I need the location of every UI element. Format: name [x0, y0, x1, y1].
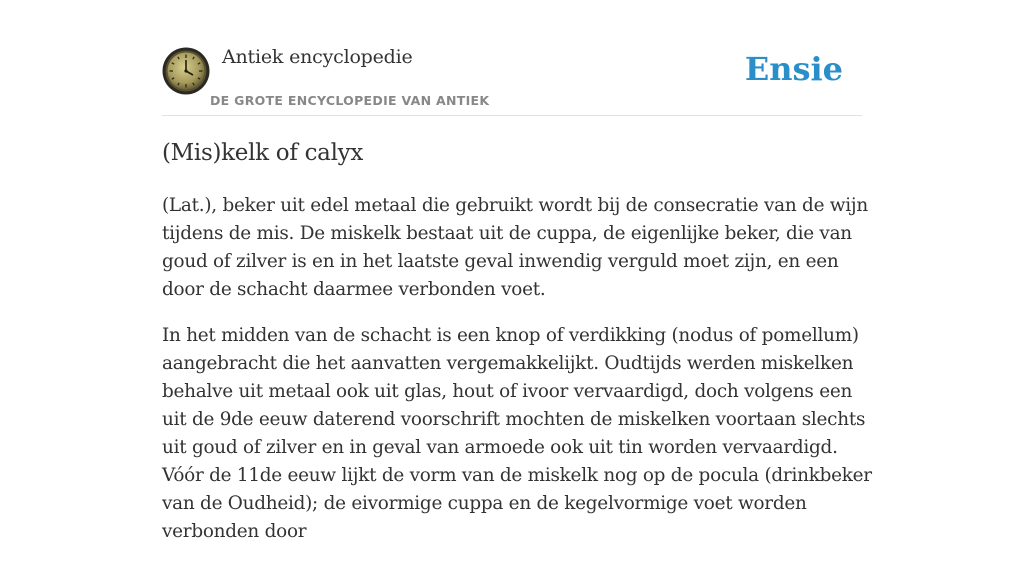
clock-logo-icon[interactable]: [162, 47, 210, 95]
site-name[interactable]: Antiek encyclopedie: [222, 46, 413, 68]
header-divider: [162, 115, 862, 116]
site-tagline: DE GROTE ENCYCLOPEDIE VAN ANTIEK: [210, 93, 490, 108]
article-paragraph: (Lat.), beker uit edel metaal die gebruikt wordt bij de consecratie van de wijn tijdens de mis. De miskelk bestaat uit de cuppa, de eigenlijke beker, die van goud of zilver is en in het laatste geval inwendig verguld moet zijn, en een door de schacht daarmee verbonden voet.: [162, 195, 868, 300]
article-paragraph: In het midden van de schacht is een knop of verdikking (nodus of pomellum) aangebracht die het aanvatten vergemakkelijkt. Oudtijds werden miskelken behalve uit metaal ook uit glas, hout of ivoor vervaardigd, doch volgens een uit de 9de eeuw daterend voorschrift mochten de miskelken voortaan slechts uit goud of zilver en in geval van armoede ook uit tin worden vervaardigd. Vóór de 11de eeuw lijkt de vorm van de miskelk nog op de pocula (drinkbeker van de Oudheid); de eivormige cuppa en de kegelvormige voet worden verbonden door: [162, 325, 872, 542]
ensie-brand-link[interactable]: Ensie: [744, 50, 843, 88]
article-body: [162, 192, 872, 564]
page-title: (Mis)kelk of calyx: [162, 140, 363, 166]
